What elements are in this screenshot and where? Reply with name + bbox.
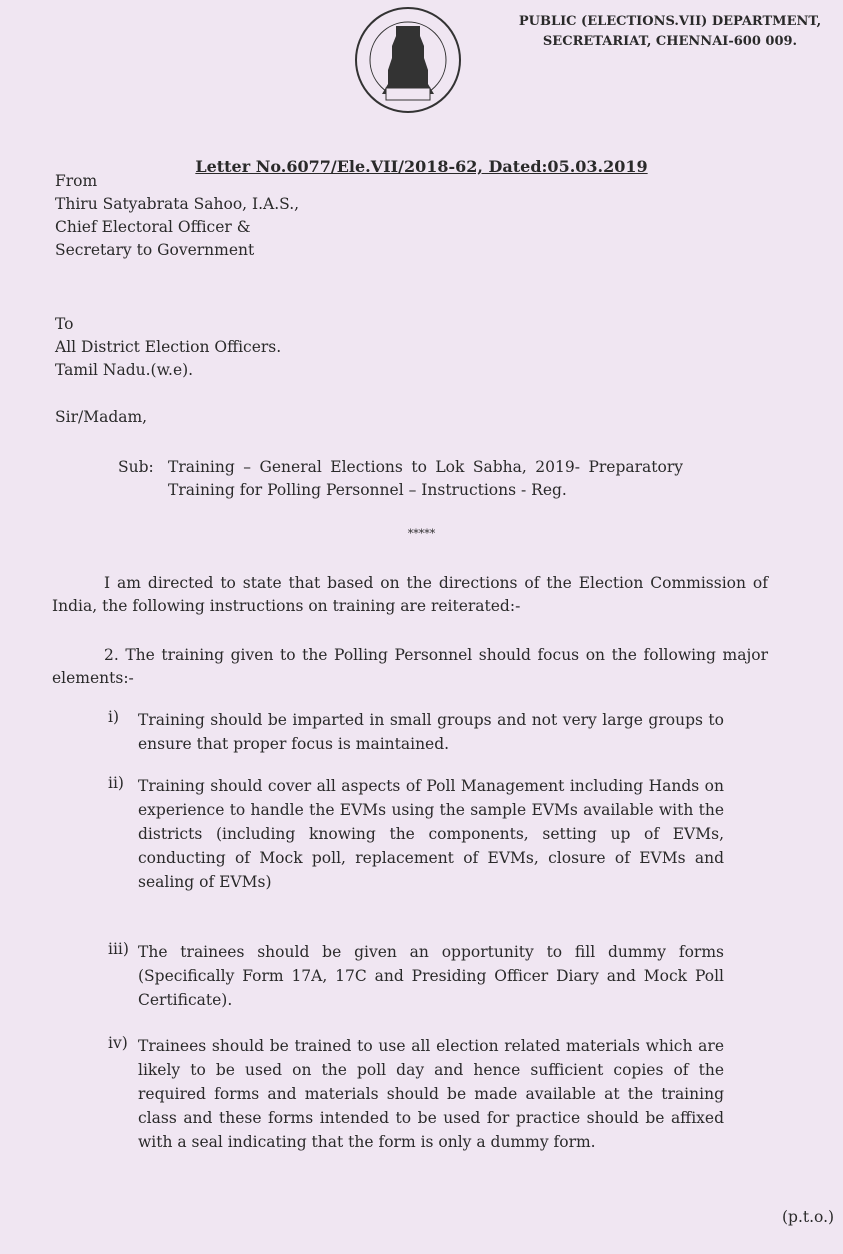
item-marker: iv) (108, 1034, 128, 1052)
subject-text: Training – General Elections to Lok Sabha, 2019- Preparatory Training for Polling Personnel – Instructions - Reg. (168, 458, 683, 499)
department-name: PUBLIC (ELECTIONS.VII) DEPARTMENT, (518, 14, 822, 29)
item-marker: i) (108, 708, 120, 726)
sender-title: Chief Electoral Officer & (55, 218, 251, 236)
item-text: Training should be imparted in small groups and not very large groups to ensure that proper focus is maintained. (138, 711, 724, 753)
to-block (55, 313, 281, 382)
separator: ***** (407, 527, 436, 540)
sender-title-2: Secretary to Government (55, 241, 255, 259)
subject-label: Sub: (118, 458, 154, 476)
letter-number: Letter No.6077/Ele.VII/2018-62, Dated:05.03.2019 (195, 157, 648, 176)
item-text: The trainees should be given an opportunity to fill dummy forms (Specifically Form 17A, 17C and Presiding Officer Diary and Mock Poll Certificate). (138, 943, 724, 1009)
paragraph-2: 2. The training given to the Polling Personnel should focus on the following major elements:- (52, 646, 768, 687)
recipient-state: Tamil Nadu.(w.e). (55, 361, 194, 379)
subject (118, 456, 683, 502)
to-label: To (55, 315, 74, 333)
tamil-nadu-seal-logo (350, 4, 466, 120)
department-address: SECRETARIAT, CHENNAI-600 009. (542, 34, 798, 49)
list-item (108, 1034, 724, 1154)
list-item (108, 774, 724, 894)
sender-name: Thiru Satyabrata Sahoo, I.A.S., (55, 195, 300, 213)
page-turn-note: (p.t.o.) (782, 1208, 835, 1226)
item-marker: iii) (108, 940, 129, 958)
paragraph-1: I am directed to state that based on the directions of the Election Commission of India, the following instructions on training are reiterated:- (52, 574, 768, 615)
department-header (495, 12, 843, 52)
item-text: Training should cover all aspects of Poll Management including Hands on experience to handle the EVMs using the sample EVMs available with the districts (including knowing the components, setting up of EVMs, conducting of Mock poll, replacement of EVMs, closure of EVMs and sealing of EVMs) (138, 777, 724, 891)
from-label: From (55, 172, 98, 190)
item-marker: ii) (108, 774, 124, 792)
item-text: Trainees should be trained to use all election related materials which are likely to be used on the poll day and hence sufficient copies of the required forms and materials should be made available at the training class and these forms intended to be used for practice should be affixed with a seal indicating that the form is only a dummy form. (138, 1037, 724, 1151)
salutation: Sir/Madam, (55, 408, 148, 426)
from-block (55, 170, 299, 262)
recipient: All District Election Officers. (55, 338, 282, 356)
list-item (108, 940, 724, 1012)
list-item (108, 708, 724, 756)
